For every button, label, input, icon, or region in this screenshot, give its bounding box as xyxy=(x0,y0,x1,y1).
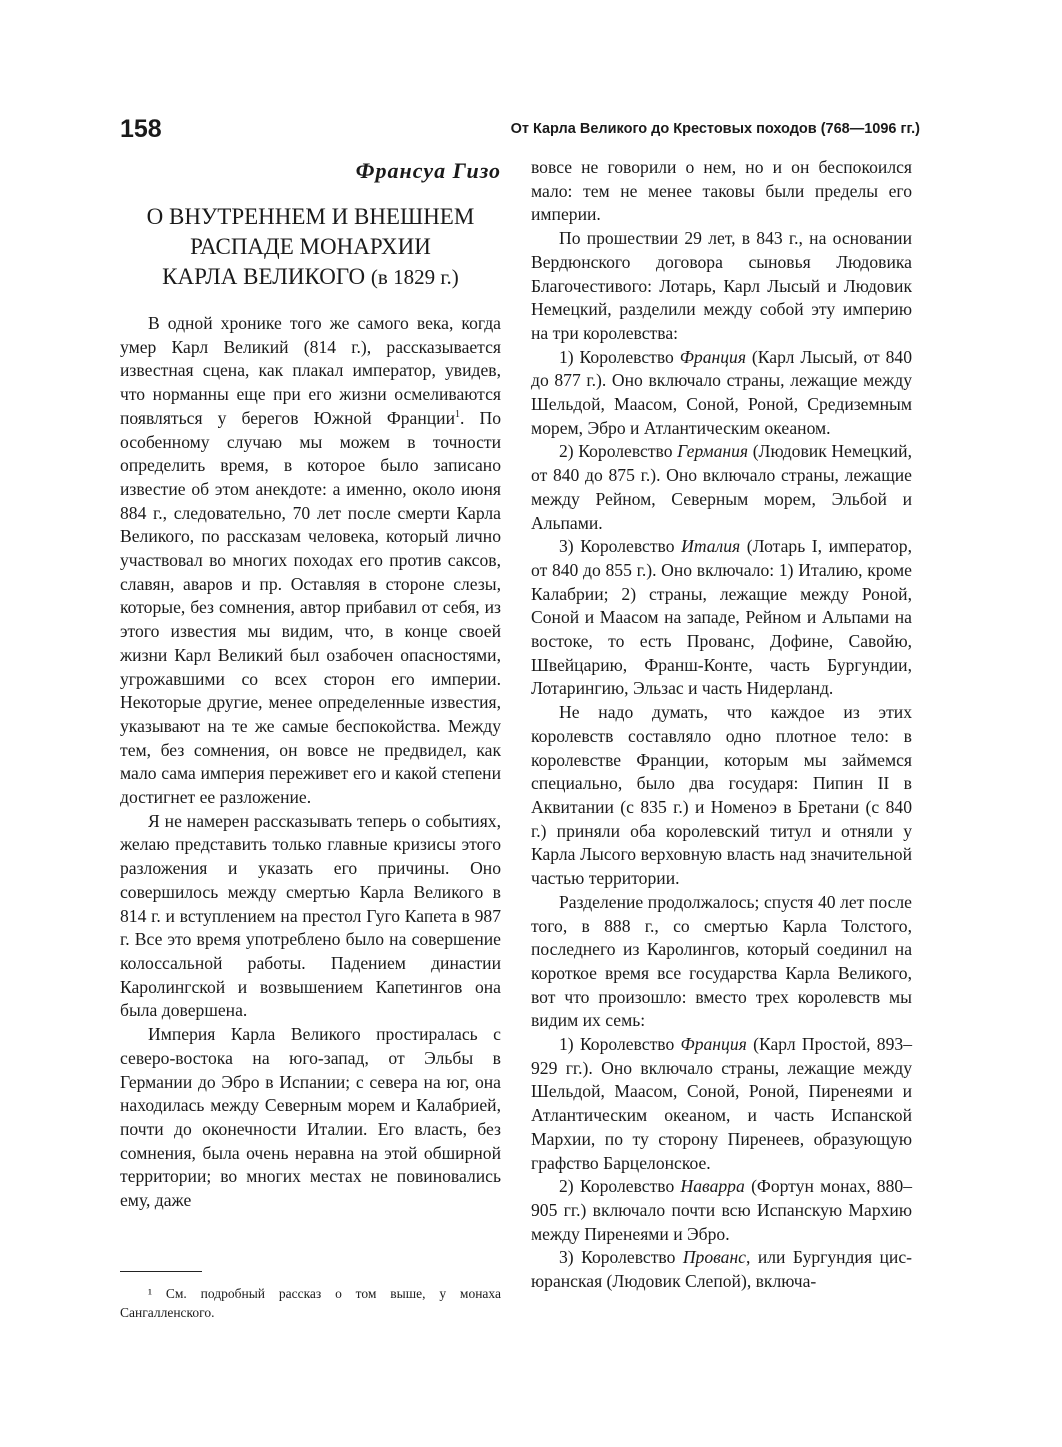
paragraph: По прошествии 29 лет, в 843 г., на основании Вердюнского договора сыновья Людовика Благочестивого: Лотарь, Карл Лысый и Людовик Немецкий, разделили между собой эту империю на три королевства: xyxy=(531,228,912,343)
paragraph-text: (Карл Простой, 893–929 гг.). Оно включало страны, лежащие между Шельдой, Маасом, Соной, Роной, Пиренеями и Атлантическим океаном, и часть Испанской Мархии, по ту сторону Пиренеев, образующую графство Барцелонское. xyxy=(531,1034,912,1173)
kingdom-name: Наварра xyxy=(680,1176,745,1197)
paragraph-text: 3) Королевство xyxy=(559,1247,683,1268)
article-title xyxy=(120,202,501,292)
kingdom-name: Италия xyxy=(681,536,741,557)
title-year: (в 1829 г.) xyxy=(370,265,459,289)
paragraph xyxy=(531,1246,912,1293)
paragraph-text: В одной хронике того же самого века, когда умер Карл Великий (814 г.), рассказывается известная сцена, как плакал император, увидев, что норманны еще при его жизни осмеливаются появляться у берегов Южной Франции xyxy=(120,313,501,428)
title-line-1: О ВНУТРЕННЕМ И ВНЕШНЕМ xyxy=(146,204,475,229)
paragraph-text: 3) Королевство xyxy=(559,536,682,557)
paragraph xyxy=(531,1033,912,1175)
page-header xyxy=(120,114,920,148)
paragraph: Не надо думать, что каждое из этих королевств составляло одно плотное тело: в королевстве Франции, которым мы займемся специально, было два государя: Пипин II в Аквитании (с 835 г.) и Номеноэ в Бретани (с 840 г.) приняли оба королевский титул и отняли у Карла Лысого верховную власть над значительной частью территории. xyxy=(531,702,912,889)
right-column xyxy=(531,156,912,1294)
footnote-divider xyxy=(120,1271,202,1272)
kingdom-name: Прованс xyxy=(682,1247,746,1268)
paragraph-text: 1) Королевство xyxy=(559,346,680,367)
title-line-3: КАРЛА ВЕЛИКОГО xyxy=(162,264,366,289)
page-number: 158 xyxy=(120,115,162,143)
paragraph xyxy=(531,440,912,535)
paragraph-text: 1) Королевство xyxy=(559,1034,681,1055)
paragraph-text: , или Бургундия цис-юранская (Людовик Слепой), включа- xyxy=(531,1247,912,1292)
kingdom-name: Франция xyxy=(679,346,747,367)
paragraph xyxy=(120,312,501,810)
paragraph xyxy=(531,535,912,701)
paragraph xyxy=(531,346,912,441)
paragraph xyxy=(531,1175,912,1246)
paragraph: Я не намерен рассказывать теперь о событиях, желаю представить только главные кризисы этого разложения и указать его причины. Оно совершилось между смертью Карла Великого в 814 г. и вступлением на престол Гуго Капета в 987 г. Все это время употреблено было на совершение колоссальной работы. Падением династии Каролингской и возвышением Капетингов она была довершена. xyxy=(120,810,501,1021)
left-column xyxy=(120,156,501,1213)
kingdom-name: Франция xyxy=(680,1034,747,1055)
kingdom-name: Германия xyxy=(677,441,749,462)
paragraph-text: (Фортун монах, 880–905 гг.) включало почти всю Испанскую Мархию между Пиренеями и Эбро. xyxy=(531,1176,912,1244)
footnote-ref[interactable]: 1 xyxy=(455,408,460,420)
paragraph-text: (Карл Лысый, от 840 до 877 г.). Оно включало страны, лежащие между Шельдой, Маасом, Соной, Роной, Средиземным морем, Эбро и Атлантическим океаном. xyxy=(531,346,912,438)
article-author: Франсуа Гизо xyxy=(355,158,501,183)
paragraph-text: 2) Королевство xyxy=(559,1176,681,1197)
paragraph: вовсе не говорили о нем, но и он беспокоился мало: тем не менее таковы были пределы его империи. xyxy=(531,157,912,225)
paragraph: Разделение продолжалось; спустя 40 лет после того, в 888 г., со смертью Карла Толстого, последнего из Каролингов, который соединил на короткое время все государства Карла Великого, вот что произошло: вместо трех королевств мы видим их семь: xyxy=(531,891,912,1031)
footnote: ¹ См. подробный рассказ о том выше, у монаха Сангалленского. xyxy=(120,1286,501,1320)
paragraph-text: (Лотарь I, император, от 840 до 855 г.). Оно включало: 1) Италию, кроме Калабрии; 2) страны, лежащие между Роной, Соной и Маасом на западе, Рейном и Альпами на востоке, то есть Прованс, Дофине, Савойю, Швейцарию, Франш-Конте, часть Бургундии, Лотарингию, Эльзас и часть Нидерланд. xyxy=(531,536,912,699)
running-title: От Карла Великого до Крестовых походов (768—1096 гг.) xyxy=(510,121,920,137)
title-line-2: РАСПАДЕ МОНАРХИИ xyxy=(190,234,431,259)
paragraph-text: (Людовик Немецкий, от 840 до 875 г.). Оно включало страны, лежащие между Рейном, Северным морем, Эльбой и Альпами. xyxy=(531,441,912,533)
paragraph: Империя Карла Великого простиралась с северо-востока на юго-запад, от Эльбы в Германии до Эбро в Испании; с севера на юг, она находилась между Северным морем и Калабрией, почти до оконечности Италии. Его власть, без сомнения, была очень неравна на этой обширной территории; во многих местах не повиновались ему, даже xyxy=(120,1024,501,1211)
paragraph-text: . По особенному случаю мы можем в точности определить время, в которое было записано известие об этом анекдоте: а именно, около июня 884 г., следовательно, 70 лет после смерти Карла Великого, по рассказам человека, который лично участвовал во многих походах его против саксов, славян, аваров и пр. Оставляя в стороне слезы, которые, без сомнения, автор прибавил от себя, из этого известия мы видим, что, в конце своей жизни Карл Великий был озабочен опасностями, угрожавшими со всех сторон его империи. Некоторые другие, менее определенные известия, указывают на те же самые беспокойства. Между тем, без сомнения, он вовсе не предвидел, как мало сама империя переживет его и какой степени достигнет ее разложение. xyxy=(120,407,501,808)
paragraph-text: 2) Королевство xyxy=(559,441,678,462)
